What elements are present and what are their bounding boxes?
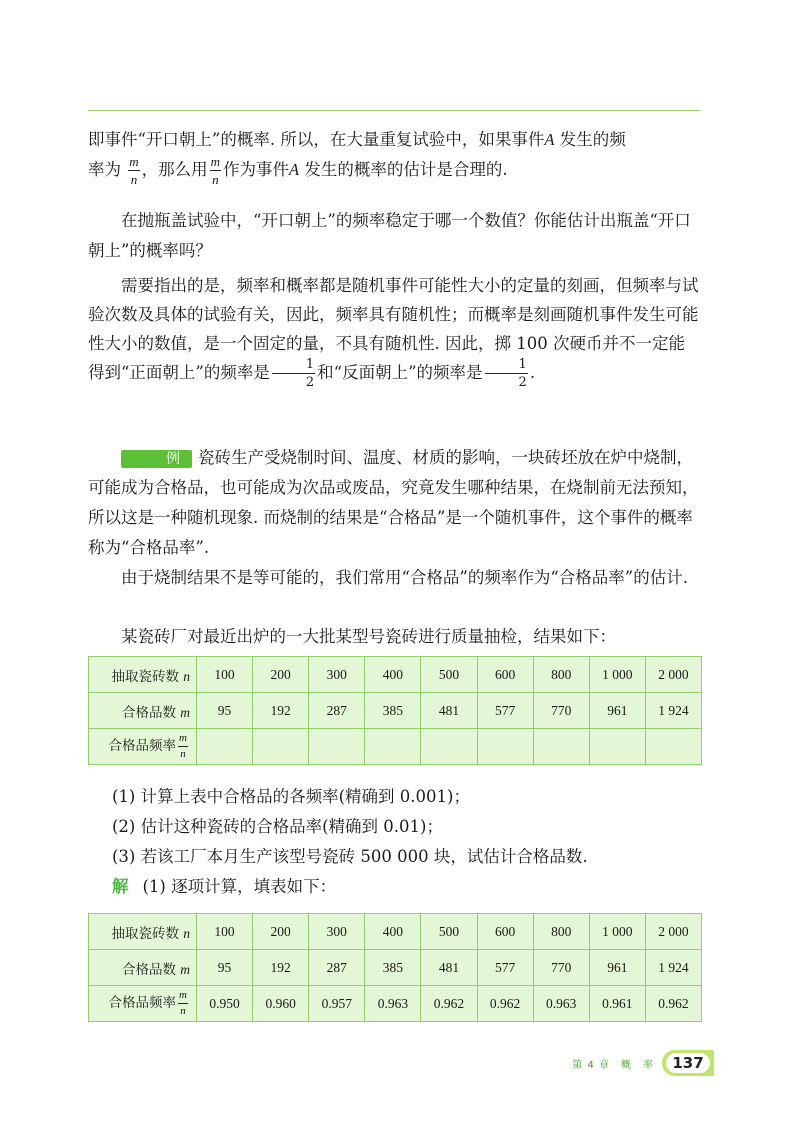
note-text: 需要指出的是，频率和概率都是随机事件可能性大小的定量的刻画，但频率与试验次数及具体的试验有关，因此，频率具有随机性；而概率是刻画随机事件发生可能性大小的数值，是一个固定的量，不具有随机性. 因此，掷 100 次硬币并不一定能得到“正面朝上”的频率是 [88, 276, 699, 382]
header-rule [88, 110, 700, 111]
text-line: 作为事件 [223, 160, 290, 179]
table-cell: 2 000 [645, 657, 701, 693]
table-cell: 287 [309, 950, 365, 986]
table-cell: 600 [477, 657, 533, 693]
solution-tag: 解 [112, 877, 129, 896]
row-header: 合格品频率 $\frac{m}{n}$ [89, 986, 197, 1022]
table-cell: 577 [477, 693, 533, 729]
table-cell: 500 [421, 657, 477, 693]
table-cell: 95 [197, 950, 253, 986]
table-row [89, 914, 702, 950]
table-cell: 100 [197, 657, 253, 693]
example-tag: 例 [121, 450, 192, 468]
row-header: 抽取瓷砖数 n [89, 914, 197, 950]
table-cell-empty [253, 729, 309, 765]
table-cell: 577 [477, 950, 533, 986]
row-header: 合格品数 m [89, 693, 197, 729]
table-cell: 500 [421, 914, 477, 950]
table-cell: 2 000 [645, 914, 701, 950]
fraction-one-half: $\frac{1}{2}$ [272, 358, 315, 389]
row-header: 合格品数 m [89, 950, 197, 986]
table-cell-empty [533, 729, 589, 765]
fraction-one-half: $\frac{1}{2}$ [485, 358, 528, 389]
data-table-filled [88, 913, 702, 1022]
solution-text: (1) 逐项计算，填表如下： [142, 877, 337, 896]
row-header: 合格品频率 $\frac{m}{n}$ [89, 729, 197, 765]
table-cell: 300 [309, 657, 365, 693]
table-cell-empty [477, 729, 533, 765]
example-paragraph [88, 443, 700, 563]
table-cell: 100 [197, 914, 253, 950]
table-cell: 300 [309, 914, 365, 950]
table-cell: 0.962 [645, 986, 701, 1022]
solution-line [112, 872, 700, 902]
table-cell: 192 [253, 950, 309, 986]
table-cell: 961 [589, 693, 645, 729]
table-cell: 1 924 [645, 950, 701, 986]
text-line: 发生的概率的估计是合理的. [299, 160, 508, 179]
var-a: A [544, 130, 555, 149]
table-cell: 770 [533, 693, 589, 729]
table-cell: 0.962 [421, 986, 477, 1022]
table-cell: 1 000 [589, 657, 645, 693]
text-line: ，那么用 [141, 160, 208, 179]
paragraph-intro [88, 125, 700, 186]
row-header: 抽取瓷砖数 n [89, 657, 197, 693]
text-line: 率为 [88, 160, 121, 179]
table-cell: 0.963 [533, 986, 589, 1022]
note-paragraph [88, 271, 700, 389]
data-table-empty [88, 656, 702, 765]
table-cell-empty [589, 729, 645, 765]
table-cell: 192 [253, 693, 309, 729]
table-cell: 0.962 [477, 986, 533, 1022]
text-line: 发生的频 [554, 130, 626, 149]
table-cell: 800 [533, 914, 589, 950]
table-cell: 481 [421, 693, 477, 729]
example-text: 瓷砖生产受烧制时间、温度、材质的影响，一块砖坯放在炉中烧制，可能成为合格品，也可能成为次品或废品，究竟发生哪种结果，在烧制前无法预知，所以这是一种随机现象. 而烧制的结果是“合格品”是一个随机事件，这个事件的概率称为“合格品率”. [88, 448, 699, 557]
table-row [89, 693, 702, 729]
table-cell-empty [309, 729, 365, 765]
page-number: 137 [666, 1053, 709, 1073]
table-cell: 600 [477, 914, 533, 950]
example-paragraph-2: 由于烧制结果不是等可能的，我们常用“合格品”的频率作为“合格品率”的估计. [121, 568, 688, 587]
var-a: A [289, 160, 300, 179]
table-cell: 385 [365, 693, 421, 729]
table-row [89, 729, 702, 765]
page-number-badge [662, 1050, 714, 1076]
note-text: 和“反面朝上”的频率是 [317, 363, 483, 382]
table-cell-empty [645, 729, 701, 765]
table-cell: 385 [365, 950, 421, 986]
subquestion-2: (2) 估计这种瓷砖的合格品率(精确到 0.01)； [112, 817, 443, 836]
table-cell-empty [421, 729, 477, 765]
table-cell: 770 [533, 950, 589, 986]
table-cell: 0.960 [253, 986, 309, 1022]
question-paragraph: 在抛瓶盖试验中，“开口朝上”的频率稳定于哪一个数值？你能估计出瓶盖“开口朝上”的概率吗？ [88, 211, 691, 260]
page-footer [572, 1050, 714, 1076]
table-cell: 481 [421, 950, 477, 986]
fraction-m-over-n: $\frac{m}{n}$ [210, 154, 221, 187]
fraction-m-over-n: $\frac{m}{n}$ [129, 154, 139, 187]
subquestion-3: (3) 若该工厂本月生产该型号瓷砖 500 000 块，试估计合格品数. [112, 847, 588, 866]
table-cell: 0.963 [365, 986, 421, 1022]
table-cell: 0.950 [197, 986, 253, 1022]
table-cell: 400 [365, 657, 421, 693]
example-paragraph-3: 某瓷砖厂对最近出炉的一大批某型号瓷砖进行质量抽检，结果如下： [121, 627, 616, 646]
table-row [89, 657, 702, 693]
table-cell: 0.957 [309, 986, 365, 1022]
table-cell: 961 [589, 950, 645, 986]
table-cell: 1 000 [589, 914, 645, 950]
table-cell: 200 [253, 657, 309, 693]
note-text: . [529, 363, 536, 382]
subquestion-1: (1) 计算上表中合格品的各频率(精确到 0.001)； [112, 787, 470, 806]
table-cell: 400 [365, 914, 421, 950]
table-cell: 800 [533, 657, 589, 693]
table-cell: 0.961 [589, 986, 645, 1022]
table-cell-empty [365, 729, 421, 765]
table-cell: 95 [197, 693, 253, 729]
table-cell: 1 924 [645, 693, 701, 729]
table-cell-empty [197, 729, 253, 765]
table-cell: 287 [309, 693, 365, 729]
table-row [89, 986, 702, 1022]
table-row [89, 950, 702, 986]
table-cell: 200 [253, 914, 309, 950]
text-line: 即事件“开口朝上”的概率. 所以，在大量重复试验中，如果事件 [88, 130, 545, 149]
chapter-label: 第 4 章 概 率 [572, 1059, 654, 1071]
